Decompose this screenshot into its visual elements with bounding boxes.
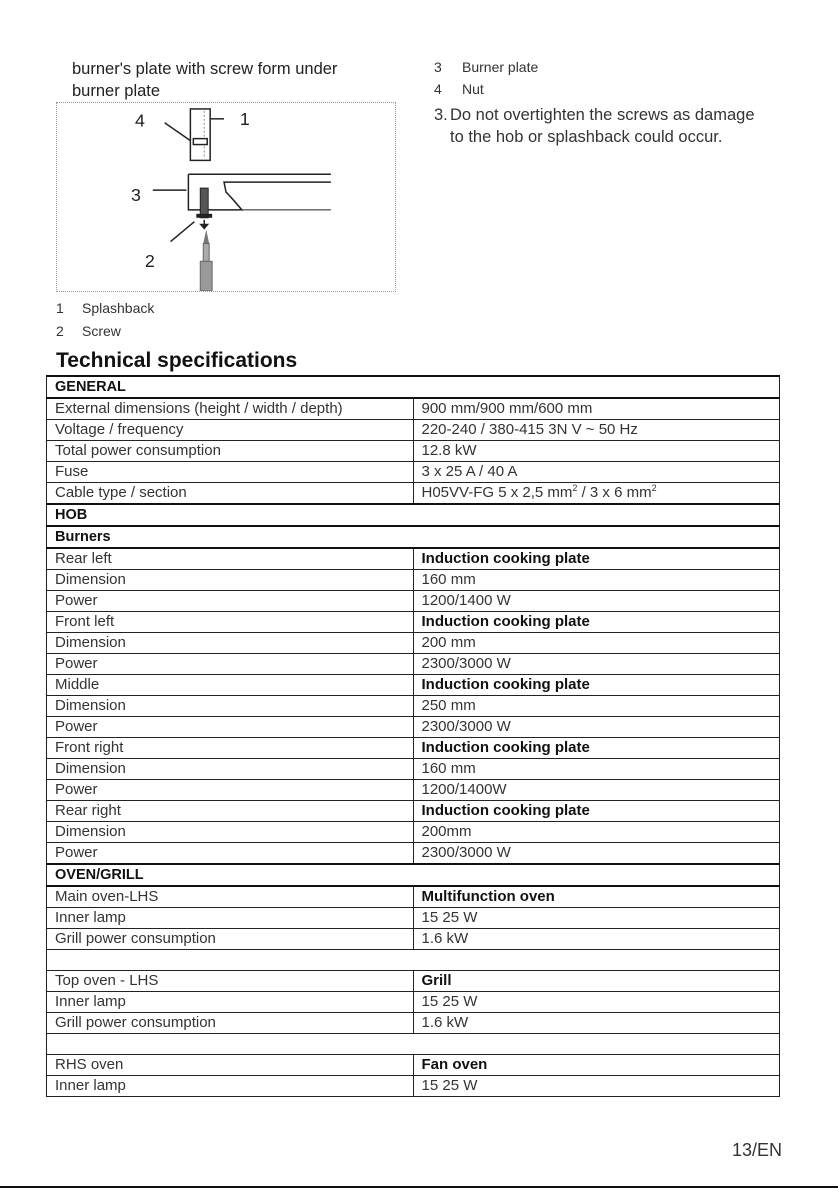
table-row [47,738,780,759]
step-text-line-1: Do not overtighten the screws as damage [450,106,755,124]
table-row [47,822,780,843]
row-value: 1200/1400W [413,780,780,801]
cable-text-b: / 3 x 6 mm [577,484,652,501]
row-label: Front right [47,738,414,759]
table-empty-row [47,1034,780,1055]
section-burners: Burners [47,526,780,548]
step-text-line-2: to the hob or splashback could occur. [450,128,723,146]
row-label: Dimension [47,822,414,843]
legend-text: Splashback [82,300,155,316]
step-number: 3. [434,106,448,124]
screw-head [196,214,212,218]
row-label: Power [47,780,414,801]
table-empty-row [47,950,780,971]
table-row [47,398,780,420]
row-label: Dimension [47,633,414,654]
diagram-label-3: 3 [131,184,141,205]
row-value: 15 25 W [413,992,780,1013]
table-row [47,548,780,570]
table-row [47,1055,780,1076]
table-row [47,929,780,950]
row-value: 1.6 kW [413,1013,780,1034]
table-row [47,654,780,675]
screwdriver-handle [200,261,212,291]
row-label: Middle [47,675,414,696]
row-label: Voltage / frequency [47,420,414,441]
empty-cell [47,950,780,971]
table-row [47,971,780,992]
row-label: Dimension [47,570,414,591]
row-label: Top oven - LHS [47,971,414,992]
row-value: 250 mm [413,696,780,717]
row-value: 15 25 W [413,1076,780,1097]
table-section-row [47,864,780,886]
row-value: Fan oven [413,1055,780,1076]
table-section-row [47,376,780,398]
superscript: 2 [572,483,578,493]
table-row [47,462,780,483]
legend-text: Burner plate [462,59,539,75]
row-value: 160 mm [413,570,780,591]
row-value: 1200/1400 W [413,591,780,612]
row-value: Induction cooking plate [413,675,780,696]
screwdriver-shaft [203,244,209,262]
legend-item-1 [56,300,154,316]
row-value: 2300/3000 W [413,717,780,738]
legend-number: 3 [434,59,442,75]
intro-text [72,58,337,102]
row-label: Inner lamp [47,1076,414,1097]
table-row [47,696,780,717]
row-label: Main oven-LHS [47,886,414,908]
table-row [47,992,780,1013]
section-hob: HOB [47,504,780,526]
section-heading: Technical specifications [56,349,298,372]
row-value: 2300/3000 W [413,843,780,865]
legend-text: Screw [82,323,121,339]
empty-cell [47,1034,780,1055]
diagram-label-4: 4 [134,110,145,131]
row-label: Grill power consumption [47,929,414,950]
row-label: RHS oven [47,1055,414,1076]
row-value: 900 mm/900 mm/600 mm [413,398,780,420]
table-row [47,612,780,633]
row-value: 200mm [413,822,780,843]
nut-shape [193,139,207,145]
row-value: 160 mm [413,759,780,780]
footer-rule [0,1186,838,1188]
table-row [47,886,780,908]
row-value-cable [413,483,780,505]
screw-arrow-head [199,224,209,230]
section-general: GENERAL [47,376,780,398]
row-value: Induction cooking plate [413,548,780,570]
row-label: Dimension [47,696,414,717]
row-label: Power [47,717,414,738]
row-value: Induction cooking plate [413,738,780,759]
legend-item-2 [56,323,121,339]
row-label: Total power consumption [47,441,414,462]
table-row [47,441,780,462]
page-number: 13/EN [731,1140,782,1160]
legend-text: Nut [462,81,484,97]
row-value: Grill [413,971,780,992]
table-row [47,675,780,696]
table-row [47,483,780,505]
row-value: 220-240 / 380-415 3N V ~ 50 Hz [413,420,780,441]
table-row [47,759,780,780]
row-label: Rear left [47,548,414,570]
diagram-label-1: 1 [239,108,250,129]
section-oven-grill: OVEN/GRILL [47,864,780,886]
spec-table [46,375,780,1097]
row-label: Fuse [47,462,414,483]
table-row [47,780,780,801]
table-row [47,591,780,612]
installation-diagram [56,102,396,292]
leader-line-4 [165,123,191,141]
row-value: 15 25 W [413,908,780,929]
legend-number: 4 [434,81,442,97]
row-value: 1.6 kW [413,929,780,950]
screw-body [200,188,208,218]
row-label: Cable type / section [47,483,414,505]
diagram-svg [57,103,395,291]
table-section-row [47,526,780,548]
burner-plate-outline-top [188,174,330,210]
instruction-step-3 [434,104,794,148]
table-row [47,633,780,654]
row-value: Induction cooking plate [413,612,780,633]
table-row [47,801,780,822]
row-label: Power [47,843,414,865]
intro-line-1: burner's plate with screw form under [72,60,338,78]
table-row [47,1013,780,1034]
splashback-shape [190,109,210,160]
superscript: 2 [651,483,657,493]
table-row [47,570,780,591]
legend-item-3 [434,59,538,75]
row-value: 200 mm [413,633,780,654]
row-label: Rear right [47,801,414,822]
row-label: Power [47,654,414,675]
table-section-row [47,504,780,526]
table-row [47,717,780,738]
table-row [47,420,780,441]
screwdriver-tip [203,230,209,244]
cable-text-a: H05VV-FG 5 x 2,5 mm [421,484,573,501]
row-label: Dimension [47,759,414,780]
legend-number: 1 [56,300,64,316]
table-row [47,1076,780,1097]
row-value: Induction cooking plate [413,801,780,822]
leader-line-2 [171,222,195,242]
row-value: Multifunction oven [413,886,780,908]
row-label: Power [47,591,414,612]
row-value: 12.8 kW [413,441,780,462]
table-row [47,843,780,865]
legend-number: 2 [56,323,64,339]
row-label: External dimensions (height / width / depth) [47,398,414,420]
row-value: 3 x 25 A / 40 A [413,462,780,483]
row-label: Grill power consumption [47,1013,414,1034]
legend-item-4 [434,81,484,97]
diagram-label-2: 2 [144,251,155,272]
row-value: 2300/3000 W [413,654,780,675]
row-label: Inner lamp [47,992,414,1013]
intro-line-2: burner plate [72,82,161,100]
table-row [47,908,780,929]
row-label: Inner lamp [47,908,414,929]
row-label: Front left [47,612,414,633]
